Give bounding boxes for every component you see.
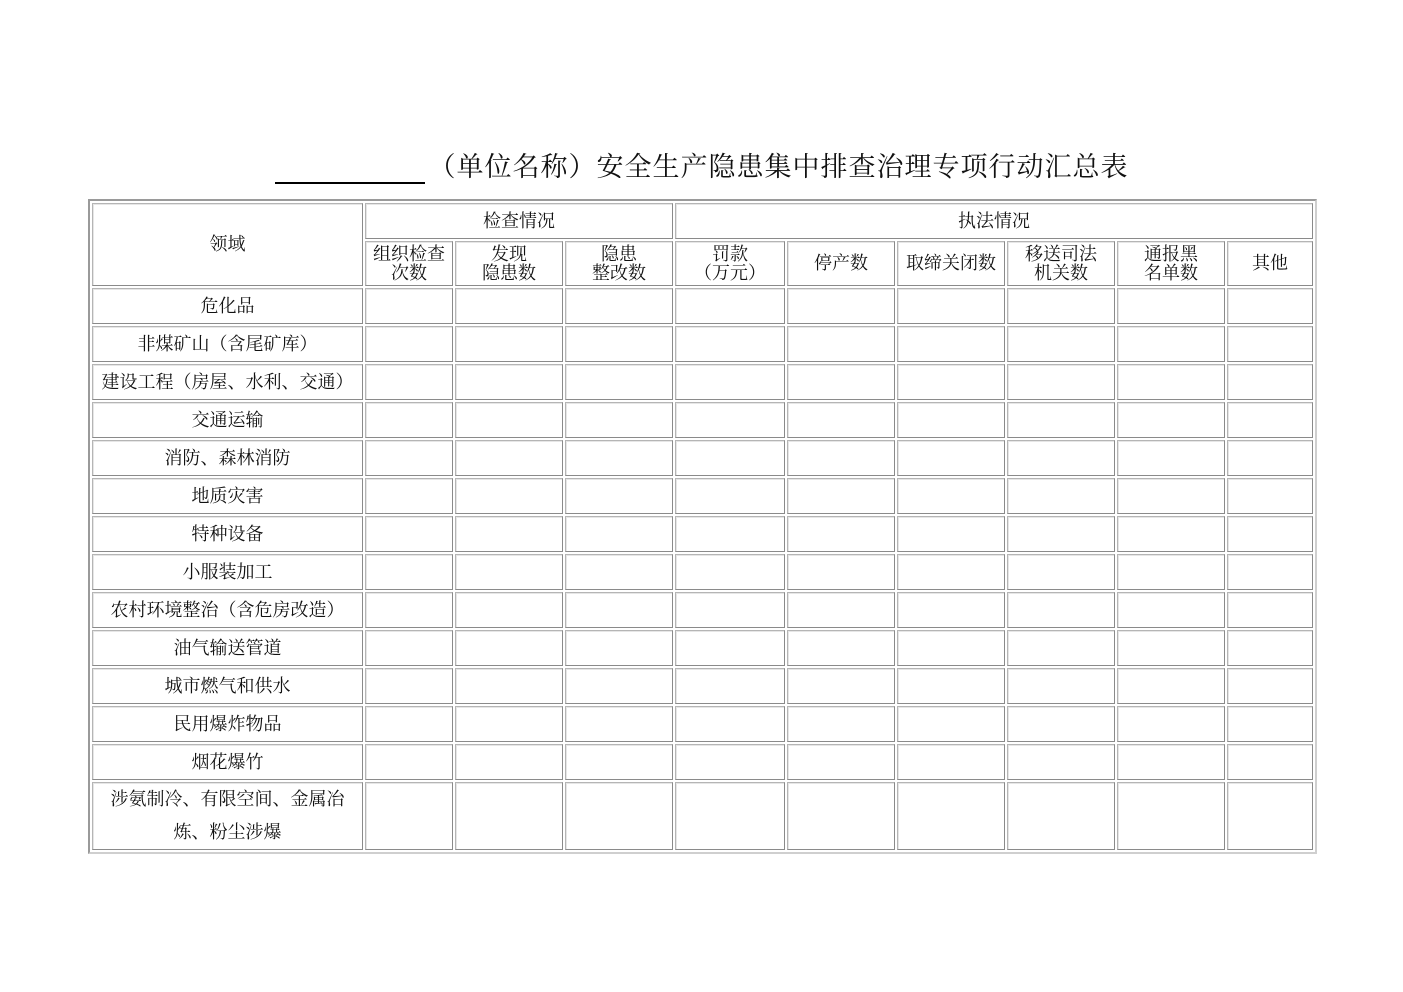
field-label-cell: 交通运输: [92, 402, 363, 438]
entry-cell[interactable]: [897, 592, 1005, 628]
entry-cell[interactable]: [675, 326, 785, 362]
entry-cell[interactable]: [1007, 326, 1115, 362]
entry-cell[interactable]: [897, 744, 1005, 780]
entry-cell[interactable]: [1227, 364, 1313, 400]
table-row: [92, 402, 1313, 438]
entry-cell[interactable]: [675, 478, 785, 514]
entry-cell[interactable]: [365, 554, 453, 590]
entry-cell[interactable]: [897, 288, 1005, 324]
field-header: 领域: [92, 203, 363, 286]
entry-cell[interactable]: [1227, 706, 1313, 742]
entry-cell[interactable]: [1007, 478, 1115, 514]
entry-cell[interactable]: [787, 744, 895, 780]
form-title-text: （单位名称）安全生产隐患集中排查治理专项行动汇总表: [428, 152, 1129, 183]
entry-cell[interactable]: [365, 706, 453, 742]
table-row: [92, 364, 1313, 400]
entry-cell[interactable]: [1227, 326, 1313, 362]
field-label-cell: 非煤矿山（含尾矿库）: [92, 326, 363, 362]
entry-cell[interactable]: [897, 554, 1005, 590]
entry-cell[interactable]: [675, 592, 785, 628]
entry-cell[interactable]: [1117, 440, 1225, 476]
entry-cell[interactable]: [1227, 402, 1313, 438]
entry-cell[interactable]: [1117, 668, 1225, 704]
field-label-cell: 民用爆炸物品: [92, 706, 363, 742]
entry-cell[interactable]: [1007, 630, 1115, 666]
inspection-group-header: 检查情况: [365, 203, 673, 239]
entry-cell[interactable]: [565, 326, 673, 362]
entry-cell[interactable]: [1227, 440, 1313, 476]
entry-cell[interactable]: [787, 402, 895, 438]
table-row: [92, 516, 1313, 552]
summary-table-frame: [88, 199, 1317, 854]
entry-cell[interactable]: [565, 478, 673, 514]
entry-cell[interactable]: [565, 630, 673, 666]
entry-cell[interactable]: [365, 364, 453, 400]
column-header: 罚款 （万元）: [675, 241, 785, 286]
entry-cell[interactable]: [365, 516, 453, 552]
entry-cell[interactable]: [455, 630, 563, 666]
entry-cell[interactable]: [675, 402, 785, 438]
entry-cell[interactable]: [1007, 744, 1115, 780]
entry-cell[interactable]: [565, 516, 673, 552]
entry-cell[interactable]: [787, 592, 895, 628]
entry-cell[interactable]: [897, 516, 1005, 552]
column-header: 取缔关闭数: [897, 241, 1005, 286]
entry-cell[interactable]: [365, 440, 453, 476]
entry-cell[interactable]: [675, 364, 785, 400]
field-label-cell: 地质灾害: [92, 478, 363, 514]
entry-cell[interactable]: [1007, 706, 1115, 742]
entry-cell[interactable]: [787, 288, 895, 324]
entry-cell[interactable]: [1227, 592, 1313, 628]
entry-cell[interactable]: [1117, 554, 1225, 590]
unit-name-blank: [275, 152, 425, 184]
entry-cell[interactable]: [565, 554, 673, 590]
entry-cell[interactable]: [455, 440, 563, 476]
entry-cell[interactable]: [1007, 364, 1115, 400]
table-row: [92, 592, 1313, 628]
entry-cell[interactable]: [897, 478, 1005, 514]
entry-cell[interactable]: [1007, 554, 1115, 590]
entry-cell[interactable]: [897, 668, 1005, 704]
entry-cell[interactable]: [787, 782, 895, 850]
table-row: [92, 706, 1313, 742]
field-label-cell: 建设工程（房屋、水利、交通）: [92, 364, 363, 400]
entry-cell[interactable]: [365, 326, 453, 362]
entry-cell[interactable]: [1117, 516, 1225, 552]
entry-cell[interactable]: [365, 288, 453, 324]
field-label-cell: 特种设备: [92, 516, 363, 552]
entry-cell[interactable]: [1227, 782, 1313, 850]
table-row: [92, 478, 1313, 514]
entry-cell[interactable]: [897, 630, 1005, 666]
column-header: 通报黑 名单数: [1117, 241, 1225, 286]
entry-cell[interactable]: [675, 554, 785, 590]
column-header: 移送司法 机关数: [1007, 241, 1115, 286]
entry-cell[interactable]: [455, 592, 563, 628]
table-row: [92, 554, 1313, 590]
entry-cell[interactable]: [455, 478, 563, 514]
entry-cell[interactable]: [1227, 478, 1313, 514]
entry-cell[interactable]: [897, 782, 1005, 850]
entry-cell[interactable]: [675, 440, 785, 476]
entry-cell[interactable]: [1117, 364, 1225, 400]
entry-cell[interactable]: [787, 440, 895, 476]
entry-cell[interactable]: [1227, 668, 1313, 704]
entry-cell[interactable]: [455, 402, 563, 438]
field-label-cell: 涉氨制冷、有限空间、金属冶炼、粉尘涉爆: [92, 782, 363, 850]
entry-cell[interactable]: [365, 402, 453, 438]
column-header: 隐患 整改数: [565, 241, 673, 286]
entry-cell[interactable]: [365, 592, 453, 628]
entry-cell[interactable]: [1007, 288, 1115, 324]
entry-cell[interactable]: [787, 516, 895, 552]
entry-cell[interactable]: [565, 706, 673, 742]
entry-cell[interactable]: [1117, 326, 1225, 362]
entry-cell[interactable]: [455, 364, 563, 400]
entry-cell[interactable]: [1117, 402, 1225, 438]
entry-cell[interactable]: [1007, 402, 1115, 438]
table-row: [92, 782, 1313, 850]
table-row: [92, 668, 1313, 704]
enforcement-group-header: 执法情况: [675, 203, 1313, 239]
entry-cell[interactable]: [675, 668, 785, 704]
entry-cell[interactable]: [675, 630, 785, 666]
column-header: 发现 隐患数: [455, 241, 563, 286]
entry-cell[interactable]: [455, 782, 563, 850]
column-header: 组织检查 次数: [365, 241, 453, 286]
entry-cell[interactable]: [565, 744, 673, 780]
entry-cell[interactable]: [1117, 744, 1225, 780]
entry-cell[interactable]: [1117, 630, 1225, 666]
entry-cell[interactable]: [455, 706, 563, 742]
entry-cell[interactable]: [1007, 440, 1115, 476]
entry-cell[interactable]: [675, 288, 785, 324]
entry-cell[interactable]: [455, 288, 563, 324]
entry-cell[interactable]: [787, 706, 895, 742]
entry-cell[interactable]: [787, 326, 895, 362]
entry-cell[interactable]: [365, 668, 453, 704]
entry-cell[interactable]: [565, 440, 673, 476]
entry-cell[interactable]: [787, 364, 895, 400]
entry-cell[interactable]: [455, 326, 563, 362]
entry-cell[interactable]: [787, 478, 895, 514]
entry-cell[interactable]: [565, 782, 673, 850]
entry-cell[interactable]: [365, 744, 453, 780]
entry-cell[interactable]: [1227, 630, 1313, 666]
entry-cell[interactable]: [1007, 668, 1115, 704]
entry-cell[interactable]: [565, 364, 673, 400]
entry-cell[interactable]: [787, 554, 895, 590]
entry-cell[interactable]: [897, 402, 1005, 438]
entry-cell[interactable]: [455, 516, 563, 552]
entry-cell[interactable]: [1227, 288, 1313, 324]
entry-cell[interactable]: [365, 478, 453, 514]
entry-cell[interactable]: [1117, 288, 1225, 324]
table-row: [92, 326, 1313, 362]
entry-cell[interactable]: [455, 668, 563, 704]
entry-cell[interactable]: [565, 288, 673, 324]
column-header: 其他: [1227, 241, 1313, 286]
entry-cell[interactable]: [1227, 554, 1313, 590]
field-label-cell: 油气输送管道: [92, 630, 363, 666]
entry-cell[interactable]: [675, 782, 785, 850]
field-label-cell: 烟花爆竹: [92, 744, 363, 780]
entry-cell[interactable]: [1117, 782, 1225, 850]
entry-cell[interactable]: [787, 668, 895, 704]
entry-cell[interactable]: [897, 706, 1005, 742]
entry-cell[interactable]: [1117, 478, 1225, 514]
entry-cell[interactable]: [565, 592, 673, 628]
entry-cell[interactable]: [675, 744, 785, 780]
entry-cell[interactable]: [897, 326, 1005, 362]
entry-cell[interactable]: [1117, 592, 1225, 628]
entry-cell[interactable]: [1007, 592, 1115, 628]
entry-cell[interactable]: [365, 630, 453, 666]
field-label-cell: 小服装加工: [92, 554, 363, 590]
table-row: [92, 744, 1313, 780]
entry-cell[interactable]: [897, 364, 1005, 400]
field-label-cell: 农村环境整治（含危房改造）: [92, 592, 363, 628]
entry-cell[interactable]: [1227, 516, 1313, 552]
field-label-cell: 城市燃气和供水: [92, 668, 363, 704]
entry-cell[interactable]: [1007, 782, 1115, 850]
entry-cell[interactable]: [897, 440, 1005, 476]
table-row: [92, 440, 1313, 476]
table-row: [92, 288, 1313, 324]
header-row-groups: [92, 203, 1313, 239]
summary-table: [90, 201, 1315, 852]
entry-cell[interactable]: [1117, 706, 1225, 742]
form-title: [0, 145, 1403, 184]
entry-cell[interactable]: [675, 706, 785, 742]
table-row: [92, 630, 1313, 666]
entry-cell[interactable]: [675, 516, 785, 552]
entry-cell[interactable]: [565, 668, 673, 704]
entry-cell[interactable]: [455, 554, 563, 590]
entry-cell[interactable]: [365, 782, 453, 850]
entry-cell[interactable]: [455, 744, 563, 780]
entry-cell[interactable]: [787, 630, 895, 666]
column-header: 停产数: [787, 241, 895, 286]
entry-cell[interactable]: [565, 402, 673, 438]
entry-cell[interactable]: [1007, 516, 1115, 552]
field-label-cell: 消防、森林消防: [92, 440, 363, 476]
field-label-cell: 危化品: [92, 288, 363, 324]
entry-cell[interactable]: [1227, 744, 1313, 780]
